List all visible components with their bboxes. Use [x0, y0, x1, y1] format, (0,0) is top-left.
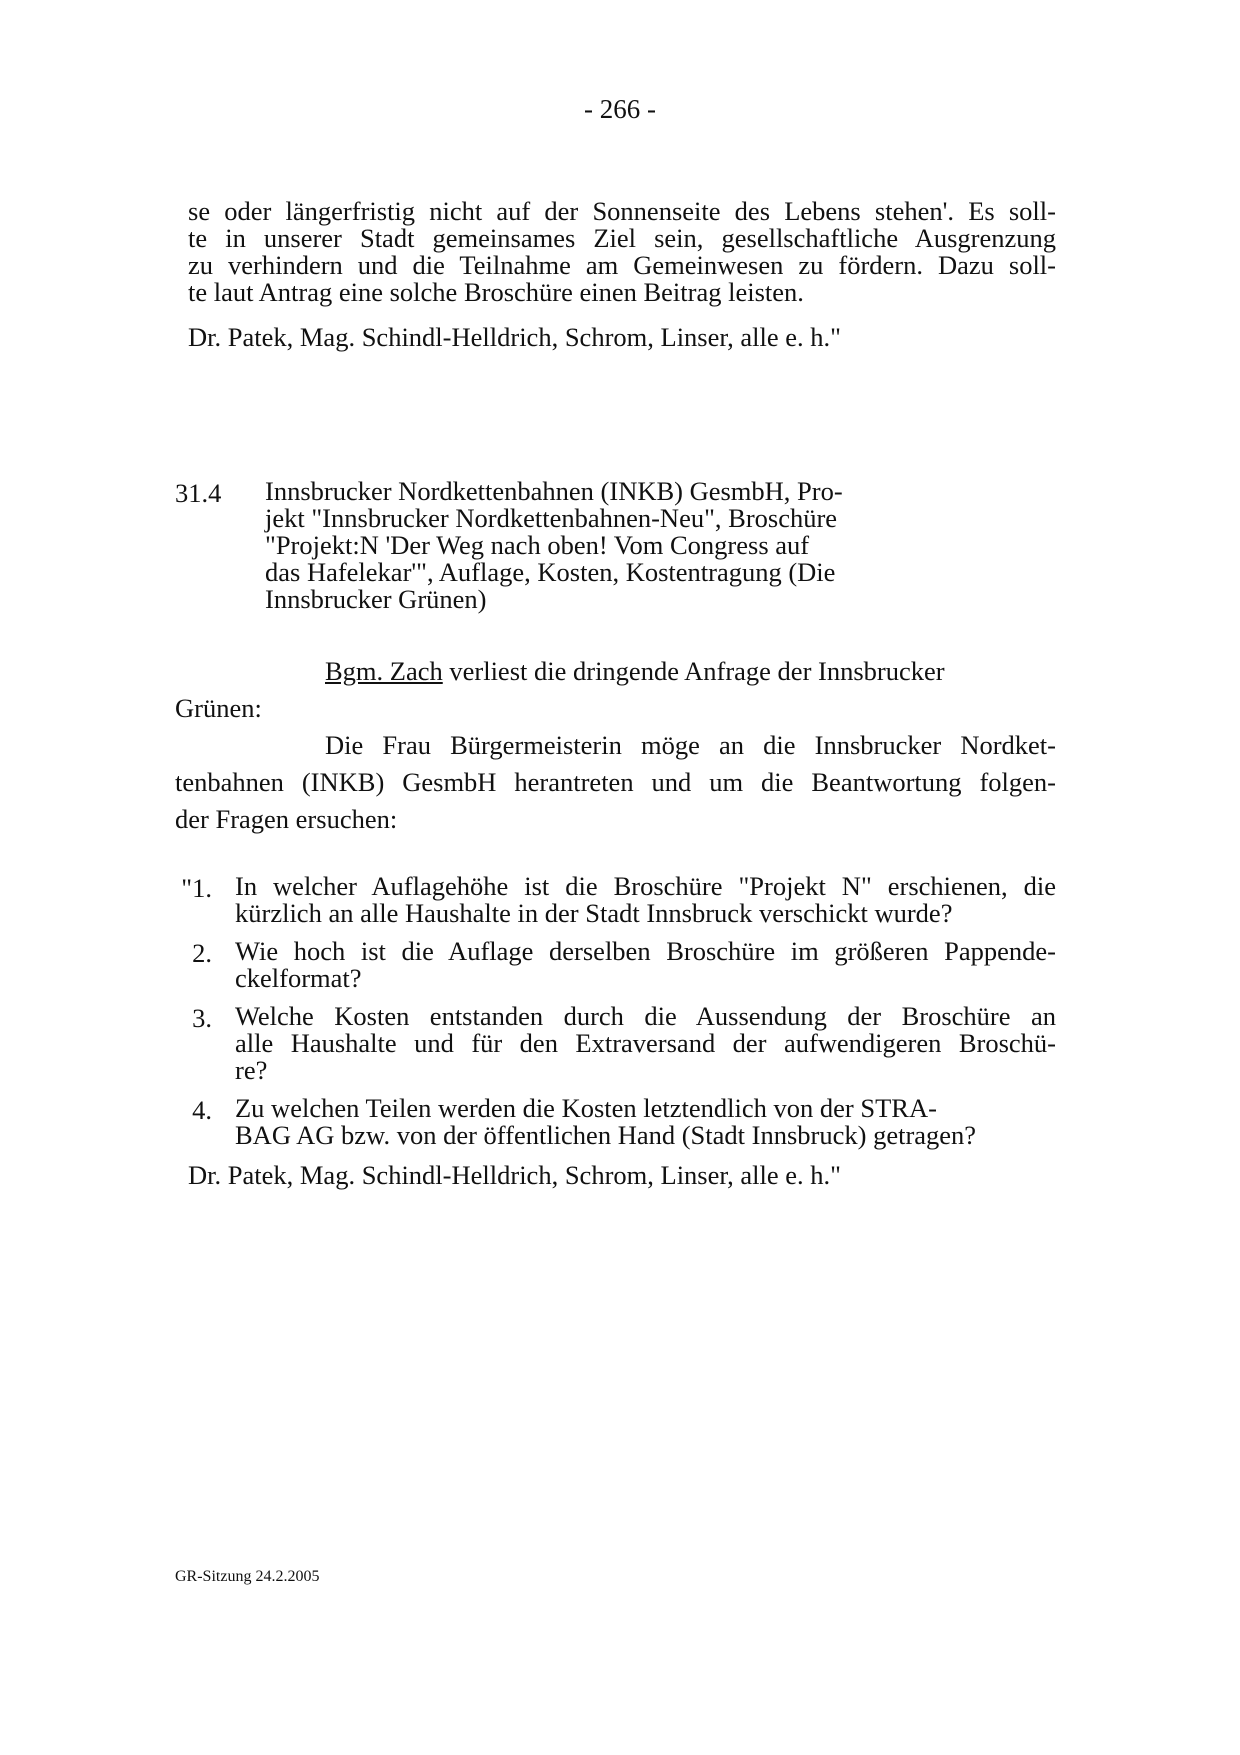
request-line: Die Frau Bürgermeisterin möge an die Innsbrucker Nordket-: [325, 730, 1056, 760]
request-line: tenbahnen (INKB) GesmbH herantreten und um die Beantwortung folgen-: [175, 767, 1056, 797]
intro-line: se oder längerfristig nicht auf der Sonnenseite des Lebens stehen'. Es soll-: [188, 196, 1056, 226]
item-number: 31.4: [175, 478, 222, 508]
question-line: In welcher Auflagehöhe ist die Broschüre "Projekt N" erschienen, die: [235, 871, 1056, 901]
closing-signature: Dr. Patek, Mag. Schindl-Helldrich, Schrom, Linser, alle e. h.": [188, 1160, 841, 1190]
reading-continuation: Grünen:: [175, 693, 262, 723]
question-text: [235, 873, 1056, 927]
question-number: 4.: [192, 1095, 212, 1125]
intro-line: te in unserer Stadt gemeinsames Ziel sein, gesellschaftliche Ausgrenzung: [188, 223, 1056, 253]
reading-text: verliest die dringende Anfrage der Innsbrucker: [442, 656, 945, 686]
item-title-line: "Projekt:N 'Der Weg nach oben! Vom Congress auf: [265, 530, 810, 560]
question-line: kürzlich an alle Haushalte in der Stadt Innsbruck verschickt wurde?: [235, 898, 953, 928]
page-number: - 266 -: [584, 94, 656, 124]
question-line: Welche Kosten entstanden durch die Aussendung der Broschüre an: [235, 1001, 1056, 1031]
question-text: [235, 1003, 1056, 1084]
reading-statement: [325, 653, 945, 690]
question-number: "1.: [181, 873, 212, 903]
intro-line: zu verhindern und die Teilnahme am Gemeinwesen zu fördern. Dazu soll-: [188, 250, 1056, 280]
item-title-line: jekt "Innsbrucker Nordkettenbahnen-Neu", Broschüre: [265, 503, 838, 533]
question-text: [235, 938, 1056, 992]
item-title: [265, 478, 843, 613]
intro-signature: Dr. Patek, Mag. Schindl-Helldrich, Schrom, Linser, alle e. h.": [188, 322, 841, 352]
item-title-line: das Hafelekar'", Auflage, Kosten, Kostentragung (Die: [265, 557, 836, 587]
question-line: re?: [235, 1055, 268, 1085]
intro-line: te laut Antrag eine solche Broschüre einen Beitrag leisten.: [188, 277, 804, 307]
footer-session-date: GR-Sitzung 24.2.2005: [175, 1568, 320, 1585]
item-title-line: Innsbrucker Nordkettenbahnen (INKB) GesmbH, Pro-: [265, 476, 843, 506]
intro-paragraph: [188, 198, 1056, 306]
question-line: Wie hoch ist die Auflage derselben Broschüre im größeren Pappende-: [235, 936, 1056, 966]
question-text: [235, 1095, 1056, 1149]
request-paragraph: [175, 727, 1056, 838]
speaker-name: Bgm. Zach: [325, 656, 443, 686]
question-line: Zu welchen Teilen werden die Kosten letztendlich von der STRA-: [235, 1093, 937, 1123]
question-line: alle Haushalte und für den Extraversand der aufwendigeren Broschü-: [235, 1028, 1056, 1058]
question-line: BAG AG bzw. von der öffentlichen Hand (Stadt Innsbruck) getragen?: [235, 1120, 977, 1150]
question-number: 2.: [192, 938, 212, 968]
question-number: 3.: [192, 1003, 212, 1033]
request-line: der Fragen ersuchen:: [175, 804, 398, 834]
item-title-line: Innsbrucker Grünen): [265, 584, 487, 614]
question-line: ckelformat?: [235, 963, 362, 993]
